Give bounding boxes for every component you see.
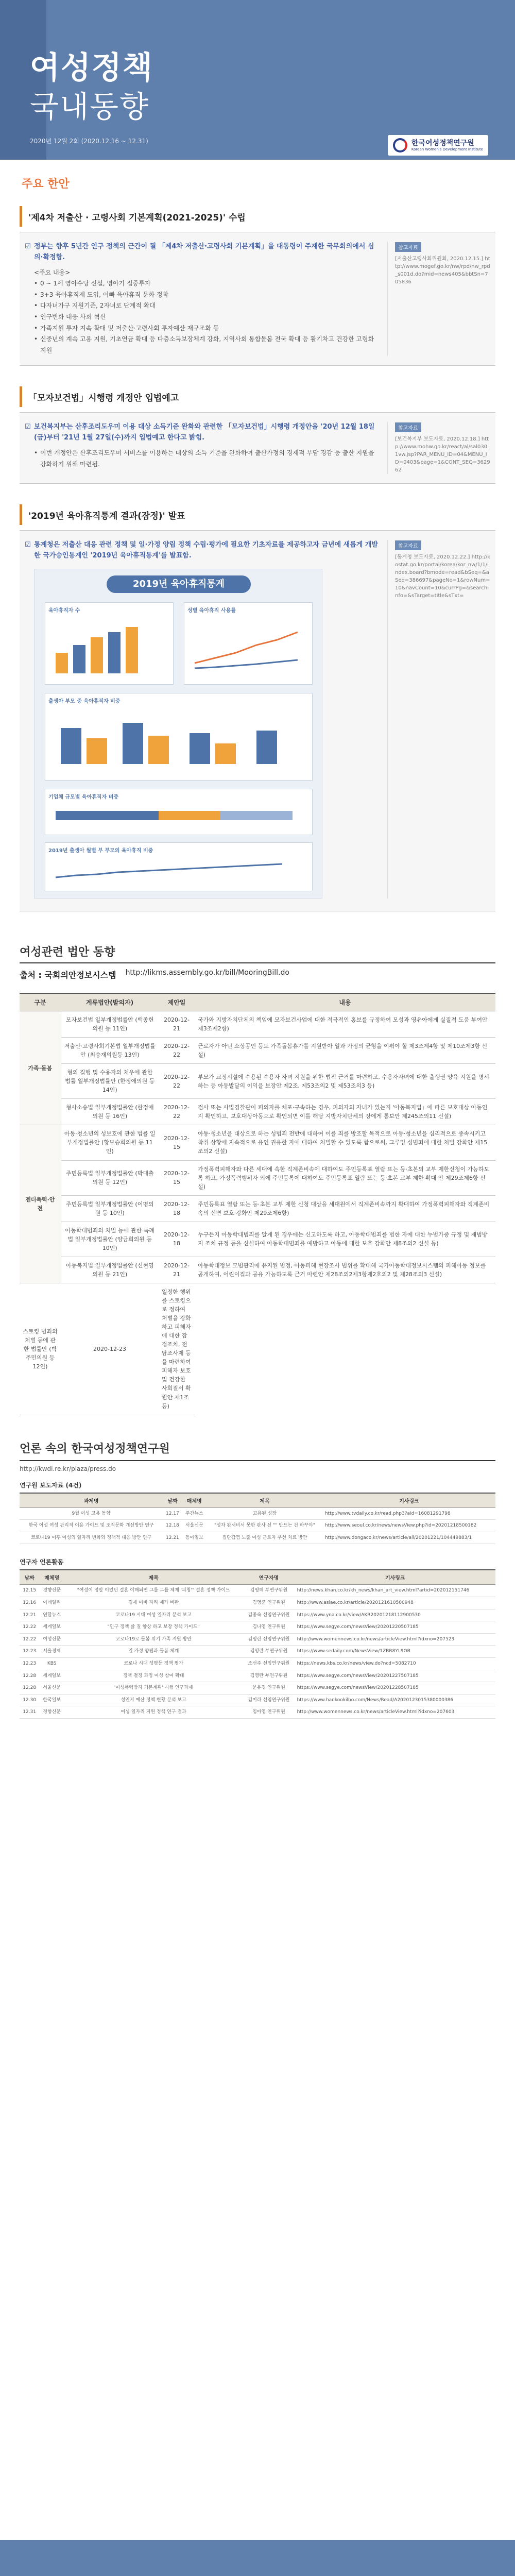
law-content: 검사 또는 사법경찰관이 피의자를 체포·구속하는 경우, 피의자의 자녀가 있는지 '아동복지법」에 따른 보호대상 아동인지 확인하고, 보호대상아동으로 확인되면 이를 해당 지방자치단체의 장에게 통보안 제245조의11 신설) bbox=[195, 1099, 495, 1125]
topic-ref-1 bbox=[387, 242, 490, 356]
infographic-title: 2019년 육아휴직통계 bbox=[107, 575, 251, 593]
table-header: 기사링크 bbox=[323, 1493, 495, 1508]
press-cell: 임아영 연구위원 bbox=[243, 1706, 295, 1719]
law-date: 2020-12-18 bbox=[159, 1195, 195, 1222]
press-cell: 조선주 선임연구위원 bbox=[243, 1657, 295, 1670]
topic-title-2: 「모자보건법」시행령 개정안 입법예고 bbox=[20, 386, 495, 407]
list-item: • 인구변화 대응 사회 혁신 bbox=[34, 312, 379, 323]
law-date: 2020-12-21 bbox=[159, 1257, 195, 1283]
topic-ref-3 bbox=[387, 540, 490, 899]
table-row bbox=[20, 1160, 495, 1195]
hero-subtitle: 국내동향 bbox=[30, 89, 150, 124]
table-row bbox=[20, 1609, 495, 1621]
table-header: 계류법안(발의자) bbox=[61, 993, 159, 1011]
press-link[interactable]: http://www.womennews.co.kr/news/articleView.html?idxno=207523 bbox=[295, 1633, 495, 1646]
press-cell: 김영란 선임연구위원 bbox=[243, 1633, 295, 1646]
press-cell: 12.28 bbox=[20, 1670, 39, 1682]
press-sub-2: 연구자 언론활동 bbox=[20, 1558, 64, 1566]
press-cell: 12.15 bbox=[20, 1585, 39, 1597]
press-link[interactable]: https://www.segye.com/newsView/20201220507185 bbox=[295, 1621, 495, 1634]
infographic bbox=[34, 569, 322, 899]
press-cell: 12.16 bbox=[20, 1597, 39, 1609]
table-row bbox=[20, 1507, 495, 1520]
press-cell: 김영란 부연구위원 bbox=[243, 1670, 295, 1682]
table-header: 구분 bbox=[20, 993, 61, 1011]
table-header: 과제명 bbox=[20, 1493, 163, 1508]
law-date: 2020-12-21 bbox=[159, 1011, 195, 1037]
press-cell: 12.18 bbox=[163, 1520, 182, 1532]
logo-mark-icon bbox=[393, 138, 407, 152]
press-cell: 12.30 bbox=[20, 1694, 39, 1706]
list-item: • 다자녀가구 지원기준, 2자녀로 단계적 확대 bbox=[34, 300, 379, 312]
law-bill: 아동복지법 일부개정법률안 (신현영의원 등 21인) bbox=[61, 1257, 159, 1283]
panel-chart bbox=[45, 707, 308, 774]
table-row bbox=[20, 1682, 495, 1694]
press-cell: 12.21 bbox=[163, 1532, 182, 1544]
table-header: 기사링크 bbox=[295, 1570, 495, 1585]
ref-link[interactable]: [보건복지부 보도자료, 2020.12.18.] http://www.mohw.go.kr/react/al/sal0301vw.jsp?PAR_MENU_ID=04&MENU_ID=0403&page=1&CONT_SEQ=362962 bbox=[395, 436, 490, 473]
hero-banner bbox=[0, 0, 515, 160]
topic-title-1: '제4차 저출산 · 고령사회 기본계획(2021-2025)' 수립 bbox=[20, 206, 495, 227]
law-bill: 아동학대범죄의 처벌 등에 관한 특례법 일부개정법률안 (양금희의원 등 10인) bbox=[61, 1222, 159, 1257]
table-row bbox=[20, 1064, 495, 1099]
topic-bullets-2 bbox=[25, 448, 379, 470]
topic-box-3 bbox=[20, 530, 495, 911]
law-content: 국가와 지방자치단체의 책임에 모자보건사업에 대한 적극적인 홍보를 규정하여 모성과 영유아에게 실질적 도움 부여안 제3조제2항) bbox=[195, 1011, 495, 1037]
topic-bullets-1 bbox=[25, 278, 379, 356]
press-cell: 12.21 bbox=[20, 1609, 39, 1621]
topic-lead-3: ☑ 통계청은 저출산 대응 관련 정책 및 일·가정 양립 정책 수립·평가에 필요한 기초자료를 제공하고자 금년에 새롭게 개발한 국가승인통계인 '2019년 육아휴직통계'를 발표함. bbox=[25, 540, 379, 562]
press-cell: 김영란 부연구위원 bbox=[243, 1646, 295, 1658]
press-cell: 한국일보 bbox=[39, 1694, 64, 1706]
topic-lead-2: ☑ 보건복지부는 산후조리도우미 이용 대상 소득기준 완화와 관련한 「모자보건법」시행령 개정안을 '20년 12월 18일(금)부터 '21년 1월 27일(수)까지 입법예고 한다고 밝힘. bbox=[25, 422, 379, 444]
press-cell: 9월 여성 고용 동향 bbox=[20, 1507, 163, 1520]
press-cell: 한국 여성 여성 관리직 이용 가이드 및 조직문화 개선방안 연구 bbox=[20, 1520, 163, 1532]
law-bill: 스토킹 범죄의 처벌 등에 관한 법률안 (박주민의원 등 12인) bbox=[20, 1283, 61, 1415]
press-cell: 코로나19 이후 여성의 일자리 변화와 정책적 대응 방안 연구 bbox=[20, 1532, 163, 1544]
law-bill: 저출산·고령사회기본법 일부개정법률안 (최승재의원등 13인) bbox=[61, 1038, 159, 1064]
table-row bbox=[20, 1657, 495, 1670]
ref-badge: 참고자료 bbox=[395, 242, 421, 252]
table-row bbox=[20, 1585, 495, 1597]
press-cell: 세계일보 bbox=[39, 1670, 64, 1682]
law-date: 2020-12-15 bbox=[159, 1125, 195, 1160]
table-row bbox=[20, 1532, 495, 1544]
press-cell: 문유경 연구위원 bbox=[243, 1682, 295, 1694]
footer-band bbox=[0, 2540, 515, 2576]
panel-chart bbox=[184, 617, 308, 679]
law-content: 아동학대정보 모범관리에 유지된 범정, 아동피해 현장조사 범위를 확대해 국가아동학대정보시스템의 피해아동 정보를 공개하여, 어린이집과 공유 가능하도록 근거 마련안 제28조의2제3항제2호의2 및 제28조의3 신설) bbox=[195, 1257, 495, 1283]
hero-period: 2020년 12월 2회 (2020.12.16 ~ 12.31) bbox=[30, 138, 148, 145]
press-cell: 김종숙 선임연구위원 bbox=[243, 1609, 295, 1621]
press-cell: 여성신문 bbox=[39, 1633, 64, 1646]
org-name-en: Korean Women's Development Institute bbox=[411, 147, 483, 152]
table-row bbox=[20, 1646, 495, 1658]
press-cell: "성차 완서비서 못한 판사 신 "" 만드는 건 바꾸야" bbox=[207, 1520, 323, 1532]
law-source-url[interactable]: http://likms.assembly.go.kr/bill/MooringBill.do bbox=[125, 968, 289, 977]
table-row bbox=[20, 1038, 495, 1064]
press-cell: 12.28 bbox=[20, 1682, 39, 1694]
law-date: 2020-12-15 bbox=[159, 1160, 195, 1195]
press-link[interactable]: http://www.womennews.co.kr/news/articleView.html?idxno=207603 bbox=[295, 1706, 495, 1719]
panel-chart bbox=[45, 617, 169, 679]
law-content: 누구든지 아동학대범죄를 알게 된 경우에는 신고하도록 하고, 아동학대범죄를 범한 자에 대한 누범가중 규정 및 재범방지 조치 규정 등을 신설하여 아동학대범죄를 예방하고 아동에 대한 보호 강화안 제8조의2 신설 등) bbox=[195, 1222, 495, 1257]
ref-badge: 참고자료 bbox=[395, 422, 421, 432]
law-bill: 주민등록법 일부개정법률안 (이명의원 등 10인) bbox=[61, 1195, 159, 1222]
law-bill: 주민등록법 일부개정법률안 (박대출의원 등 12인) bbox=[61, 1160, 159, 1195]
table-header: 날짜 bbox=[20, 1570, 39, 1585]
infographic-panel-3: 출생아 부모 중 육아휴직자 비중 bbox=[45, 693, 313, 781]
table-row bbox=[20, 1621, 495, 1634]
press-cell: 정책 결정 과정 여성 참여 확대 bbox=[64, 1670, 243, 1682]
law-date: 2020-12-18 bbox=[159, 1222, 195, 1257]
table-row bbox=[20, 1633, 495, 1646]
press-link[interactable]: http://news.khan.co.kr/kh_news/khan_art_view.html?artid=202012151746 bbox=[295, 1585, 495, 1597]
law-bill: 아동·청소년의 성보호에 관한 법률 일부개정법률안 (황보승희의원 등 11인) bbox=[61, 1125, 159, 1160]
topic-lead-1: ☑ 정부는 향후 5년간 인구 정책의 근간이 될 「제4차 저출산·고령사회 기본계획」을 대통령이 주재한 국무회의에서 심의·확정함. bbox=[25, 242, 379, 263]
press-cell: '여성폭력방지 기본계획' 시행 연구과제 bbox=[64, 1682, 243, 1694]
table-row bbox=[20, 1694, 495, 1706]
infographic-panel-5: 2019년 출생아 월별 부 부모의 육아휴직 비중 bbox=[45, 842, 313, 891]
law-bill: 모자보건법 일부개정법률안 (백종헌의원 등 11인) bbox=[61, 1011, 159, 1037]
law-date: 2020-12-22 bbox=[159, 1099, 195, 1125]
press-cell: 성인지 예산 정책 현황 분석 보고 bbox=[64, 1694, 243, 1706]
press-url[interactable]: http://kwdi.re.kr/plaza/press.do bbox=[20, 1460, 495, 1472]
panel-chart bbox=[45, 803, 308, 834]
press-cell: 12.17 bbox=[163, 1507, 182, 1520]
press-cell: 연합뉴스 bbox=[39, 1609, 64, 1621]
list-item: • 3+3 육아휴직제 도입, 이빠 육아휴직 문화 정착 bbox=[34, 290, 379, 301]
press-link[interactable]: https://www.sedaily.com/NewsView/1ZBR8YL9OB bbox=[295, 1646, 495, 1658]
ref-link[interactable]: [통계청 보도자료, 2020.12.22.] http://kostat.go.kr/portal/korea/kor_nw/1/1/index.board?bmode=read&bSeq=&aSeq=386697&pageNo=1&rowNum=10&navCount=10&currPg=&searchInfo=&sTarget=title&sTxt= bbox=[395, 554, 490, 599]
press-cell: 12.22 bbox=[20, 1633, 39, 1646]
press-cell: 김영준 연구위원 bbox=[243, 1597, 295, 1609]
press-link[interactable]: https://www.yna.co.kr/view/AKR20201218112900530 bbox=[295, 1609, 495, 1621]
table-row bbox=[20, 1283, 495, 1415]
table-header: 날짜 bbox=[163, 1493, 182, 1508]
table-header: 제안일 bbox=[159, 993, 195, 1011]
table-row bbox=[20, 1099, 495, 1125]
law-content: 일정한 행위를 스토킹으로 정하여 처벌을 강화하고 피해자에 대한 잠정조치, 전담조사제 등을 마련하여 피해자 보호 및 건강한 사회질서 확립안 제1조 등) bbox=[159, 1283, 195, 1415]
list-item: • 가족지원 투자 지속 확대 및 저출산·고령사회 투자예산 재구조화 등 bbox=[34, 323, 379, 334]
press-cell: 12.31 bbox=[20, 1706, 39, 1719]
press-sub-1: 연구원 보도자료 (4건) bbox=[20, 1481, 82, 1489]
table-header: 매체명 bbox=[182, 1493, 207, 1508]
table-row bbox=[20, 1670, 495, 1682]
press-cell: 경제 미비 자리 제가 비판 bbox=[64, 1597, 243, 1609]
press-cell: 서울경제 bbox=[39, 1646, 64, 1658]
list-item: • 신중년의 계속 고용 지원, 기초연금 확대 등 다층소득보장체계 강화, 지역사회 통합돌봄 전국 확대 등 활기차고 건강한 고령화 지원 bbox=[34, 334, 379, 356]
main-issue-section bbox=[20, 171, 495, 911]
press-link[interactable]: https://www.segye.com/newsView/20201227507185 bbox=[295, 1670, 495, 1682]
press-cell: 김나영 연구위원 bbox=[243, 1621, 295, 1634]
org-name-ko: 한국여성정책연구원 bbox=[411, 139, 474, 147]
topic-box-2 bbox=[20, 412, 495, 484]
table-row bbox=[20, 1520, 495, 1532]
table-row bbox=[20, 1125, 495, 1160]
table-row bbox=[20, 1597, 495, 1609]
table-row bbox=[20, 1222, 495, 1257]
law-section bbox=[20, 940, 495, 1415]
org-logo[interactable] bbox=[388, 135, 488, 156]
infographic-panel-2: 성별 육아휴직 사용률 bbox=[184, 602, 313, 685]
law-table bbox=[20, 993, 495, 1415]
press-table-1 bbox=[20, 1493, 495, 1545]
press-cell: 세계일보 bbox=[39, 1621, 64, 1634]
press-cell: 경향신문 bbox=[39, 1585, 64, 1597]
press-cell: "여성이 정말 이었던 결혼 이해되면 그를 그룹 체제 '피칭'" 결혼 정책 가이드 bbox=[64, 1585, 243, 1597]
ref-badge: 참고자료 bbox=[395, 540, 421, 550]
press-cell: 12.23 bbox=[20, 1646, 39, 1658]
press-cell: 이데일리 bbox=[39, 1597, 64, 1609]
press-cell: 주간뉴스 bbox=[182, 1507, 207, 1520]
law-bill: 형사소송법 일부개정법률안 (한정애의원 등 16인) bbox=[61, 1099, 159, 1125]
law-date: 2020-12-23 bbox=[61, 1283, 159, 1415]
press-table-2 bbox=[20, 1569, 495, 1719]
table-header: 제목 bbox=[207, 1493, 323, 1508]
press-cell: 서울신문 bbox=[39, 1682, 64, 1694]
law-category: 젠더폭력·안전 bbox=[20, 1125, 61, 1283]
hero-title: 여성정책 bbox=[30, 50, 153, 86]
press-link[interactable]: https://www.segye.com/newsView/20201228507185 bbox=[295, 1682, 495, 1694]
law-date: 2020-12-22 bbox=[159, 1038, 195, 1064]
topic-title-3: '2019년 육아휴직통계 결과(잠정)' 발표 bbox=[20, 504, 495, 525]
press-cell: 코로나19로 돌봄 위기 가족 지원 방안 bbox=[64, 1633, 243, 1646]
law-source bbox=[20, 962, 495, 985]
press-link[interactable]: http://www.tvdaily.co.kr/read.php3?aid=16081291798 bbox=[323, 1507, 495, 1520]
law-content: 부모가 교정시설에 수용된 수용자 자녀 지원을 위한 법적 근거를 마련하고, 수용자자녀에 대한 출생권 양육 지원을 명시하는 등 아동발달의 이익을 보장안 제2조, 제53조의2 및 제53조의3 등) bbox=[195, 1064, 495, 1099]
table-header: 제목 bbox=[64, 1570, 243, 1585]
table-header: 매체명 bbox=[39, 1570, 64, 1585]
law-content: 주민등록표 열람 또는 등·초본 교부 제한 신청 대상을 세대원에서 직계존비속까지 확대하여 가정폭력피해자와 직계존비속의 신변 보호 강화안 제29조제6항) bbox=[195, 1195, 495, 1222]
press-cell: 12.23 bbox=[20, 1657, 39, 1670]
press-cell: 김미라 선임연구위원 bbox=[243, 1694, 295, 1706]
press-link[interactable]: http://www.seoul.co.kr/news/newsView.php?id=20201218500182 bbox=[323, 1520, 495, 1532]
topic-ref-2 bbox=[387, 422, 490, 474]
press-cell: 12.22 bbox=[20, 1621, 39, 1634]
press-cell: "인구 정책 삶 질 향상 하고 보장 정책 가이드" bbox=[64, 1621, 243, 1634]
press-link[interactable]: http://www.asiae.co.kr/article/2020121610500948 bbox=[295, 1597, 495, 1609]
table-header: 연구자명 bbox=[243, 1570, 295, 1585]
ref-link[interactable]: [저출산고령사회위원회, 2020.12.15.] http://www.mogef.go.kr/nw/rpd/nw_rpd_s001d.do?mid=news405&bbtSn=705836 bbox=[395, 256, 490, 285]
press-cell: 김영혜 부연구위원 bbox=[243, 1585, 295, 1597]
press-link[interactable]: https://www.hankookilbo.com/News/Read/A2020123015380000386 bbox=[295, 1694, 495, 1706]
press-section bbox=[20, 1440, 495, 1719]
infographic-panel-1: 육아휴직자 수 bbox=[45, 602, 174, 685]
law-source-label: 출처 : 국회의안정보시스템 bbox=[20, 970, 116, 980]
law-content: 가정폭력피해자와 다른 세대에 속한 직계존비속에 대하여도 주민등록표 열람 또는 등·초본의 교부 제한신청이 가능하도록 하고, 가정폭력행위자 외에 주민등록에 대하여도 주민등록표 열람 또는 등·초본 교부 제한 확대 안 제29조제6항 신설) bbox=[195, 1160, 495, 1195]
check-icon: ☑ bbox=[25, 541, 31, 549]
table-row bbox=[20, 1195, 495, 1222]
press-cell: 서울신문 bbox=[182, 1520, 207, 1532]
list-item: • 이번 개정안은 산후조리도우미 서비스를 이용하는 대상의 소득 기준을 완화하여 출산가정의 경제적 부담 경감 등 출산 지원을 강화하기 위해 마련됨. bbox=[34, 448, 379, 470]
law-heading: 여성관련 법안 동향 bbox=[20, 945, 115, 959]
press-cell: KBS bbox=[39, 1657, 64, 1670]
law-content: 근로자가 아닌 소상공인 등도 가족돌봄휴가를 지원받아 일과 가정의 균형을 이뤄야 할 제3조제4항 및 제10조제3항 신설) bbox=[195, 1038, 495, 1064]
law-date: 2020-12-22 bbox=[159, 1064, 195, 1099]
press-cell: 코로나 시대 성평등 정책 평가 bbox=[64, 1657, 243, 1670]
press-cell: 여성 일자리 지원 정책 연구 결과 bbox=[64, 1706, 243, 1719]
infographic-panel-4: 기업체 규모별 육아휴직자 비중 bbox=[45, 789, 313, 835]
table-row bbox=[20, 1706, 495, 1719]
press-cell: 경향신문 bbox=[39, 1706, 64, 1719]
press-link[interactable]: http://www.dongaco.kr/news/article/all/20201221/104449883/1 bbox=[323, 1532, 495, 1544]
topic-box-1 bbox=[20, 232, 495, 366]
topic-subhead-1: <주요 내용> bbox=[34, 268, 71, 276]
press-cell: 동아일보 bbox=[182, 1532, 207, 1544]
main-issue-header bbox=[20, 171, 495, 195]
law-bill: 형의 집행 및 수용자의 처우에 관한 법률 일부개정법률안 (한정애의원 등 14인) bbox=[61, 1064, 159, 1099]
law-content: 아동·청소년을 대상으로 하는 성범죄 전반에 대하여 이를 죄를 방조할 목적으로 아동·청소년을 심리적으로 종속시키고 착취 상황에 지속적으로 유인 권유한 자에 대하여 처벌할 수 있도록 함으로써, 그루밍 성범죄에 대한 처벌 강화안 제15조의2 신설) bbox=[195, 1125, 495, 1160]
press-cell: 코로나19 시대 여성 일자리 분석 보고 bbox=[64, 1609, 243, 1621]
list-item: • 0 ~ 1세 영아수당 신설, 영아기 집중투자 bbox=[34, 278, 379, 290]
press-cell: 일 가정 양립과 돌봄 체계 bbox=[64, 1646, 243, 1658]
main-issue-label: 주요 한안 bbox=[22, 177, 70, 191]
table-header: 내용 bbox=[195, 993, 495, 1011]
press-heading: 언론 속의 한국여성정책연구원 bbox=[20, 1442, 170, 1455]
press-cell: 고용된 성장 bbox=[207, 1507, 323, 1520]
press-cell: 집단감염 노출 여성 근로자 우선 치료 방안 bbox=[207, 1532, 323, 1544]
law-category: 가족·돌봄 bbox=[20, 1011, 61, 1125]
table-row bbox=[20, 1257, 495, 1283]
table-row bbox=[20, 1011, 495, 1037]
panel-chart bbox=[45, 857, 308, 888]
press-link[interactable]: https://news.kbs.co.kr/news/view.do?ncd=5082710 bbox=[295, 1657, 495, 1670]
check-icon: ☑ bbox=[25, 423, 31, 431]
check-icon: ☑ bbox=[25, 243, 31, 250]
